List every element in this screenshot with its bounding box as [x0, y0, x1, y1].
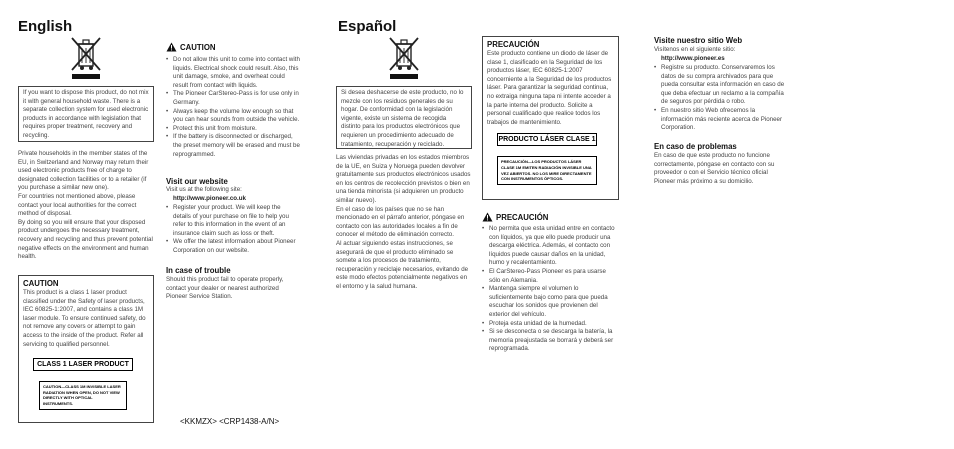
visit-intro: Visit us at the following site: [166, 186, 242, 193]
disposal-text: Las viviendas privadas en los estados miembros de la UE, en Suiza y Noruega pueden devolver gratuitamente sus productos electrónicos usados en los centros de recolección previstos o bien en una tienda minorista (si adquieren un producto similar nuevo). En el caso de los países que no se han mencionado en el párrafo anterior, póngase en contacto con las autoridades locales a fin de conocer el método de eliminación correcto. Al actuar siguiendo estas instrucciones, se asegurará de que el producto eliminado se somete a los procesos de tratamiento, recuperación y reciclaje necesarios, evitando de este modo efectos potencialmente negativos en el entorno y la salud humana. [336, 154, 471, 290]
list-item: • If the battery is disconnected or discharged, the preset memory will be erased and must be reprogrammed. [166, 133, 300, 159]
list-item: • No permita que esta unidad entre en contacto con líquidos, ya que ello puede producir una descarga eléctrica. Además, el contacto con líquidos puede causar daños en la unidad, humo y recalentamiento. [482, 225, 618, 268]
laser-warning-label: CAUTION—CLASS 1M INVISIBLE LASER RADIATION WHEN OPEN, DO NOT VIEW DIRECTLY WITH OPTICAL INSTRUMENTS. [39, 381, 127, 409]
class1-laser-label: CLASS 1 LASER PRODUCT [33, 358, 133, 371]
visit-heading: Visit our website [166, 177, 228, 186]
list-item: • Registre su producto. Conservaremos los datos de su compra archivados para que pueda consultar esta información en caso de que deba efectuar un reclamo a la compañía de seguros por pérdida o robo. [654, 64, 788, 107]
caution-box-text: This product is a class 1 laser product classified under the Safety of laser products, IEC 60825-1:2007, and contains a class 1M laser module. To ensure continued safety, do not remove any covers or attempt to gain access to the inside of the product. Refer all servicing to qualified personnel. [23, 289, 146, 348]
espanol-title: Español [338, 18, 397, 35]
caution-box [18, 275, 154, 423]
trouble-text: Should this product fail to operate properly, contact your dealer or nearest authorized Pioneer Service Station. [166, 276, 284, 301]
precaucion-title: PRECAUCIÓN [496, 213, 549, 223]
list-item: • We offer the latest information about Pioneer Corporation on our website. [166, 238, 300, 255]
list-item: • Proteja esta unidad de la humedad. [482, 320, 618, 329]
disposal-notice-text: If you want to dispose this product, do not mix it with general household waste. There is a separate collection system for used electronic products in accordance with legislation that requires proper treatment, recovery and recycling. [23, 89, 149, 139]
class1-laser-label: PRODUCTO LÁSER CLASE 1 [497, 133, 597, 146]
visit-intro: Visítenos en el siguiente sitio: [654, 46, 736, 53]
visit-url-link[interactable]: http://www.pioneer.es [661, 55, 725, 62]
list-item: • Do not allow this unit to come into contact with liquids. Electrical shock could result. Also, this unit damage, smoke, and overheat could result from contact with liquids. [166, 56, 300, 90]
precaucion-heading [482, 212, 548, 224]
list-item: • El CarStereo-Pass Pioneer es para usarse sólo en Alemania. [482, 268, 618, 285]
list-item: • Protect this unit from moisture. [166, 125, 300, 134]
warning-triangle-icon [482, 212, 493, 224]
footer-code: <KKMZX> <CRP1438-A/N> [180, 417, 280, 426]
caution-box-title: CAUTION [23, 279, 59, 288]
list-item: • The Pioneer CarStereo-Pass is for use only in Germany. [166, 90, 300, 107]
visit-list [654, 64, 788, 133]
visit-list [166, 204, 300, 256]
visit-url-link[interactable]: http://www.pioneer.co.uk [173, 195, 246, 202]
list-item: • Mantenga siempre el volumen lo suficientemente bajo como para que pueda escuchar los sonidos que provienen del exterior del vehículo. [482, 285, 618, 319]
crossed-out-bin-icon [386, 34, 422, 80]
precaucion-box [482, 36, 619, 200]
caution-list [166, 56, 300, 159]
laser-warning-label: PRECAUCIÓN—LOS PRODUCTOS LÁSER CLASE 1M EMITEN RADIACIÓN INVISIBLE UNA VEZ ABIERTOS. NO LOS MIRE DIRECTAMENTE CON INSTRUMENTOS ÓPTICOS. [497, 156, 597, 184]
list-item: • Register your product. We will keep the details of your purchase on file to help you refer to this information in the event of an insurance claim such as loss or theft. [166, 204, 300, 238]
crossed-out-bin-icon [68, 34, 104, 80]
list-item: • Si se desconecta o se descarga la batería, la memoria preajustada se borrará y deberá ser reprogramada. [482, 328, 618, 354]
disposal-notice-text: Si desea deshacerse de este producto, no lo mezcle con los residuos generales de su hogar. De conformidad con la legislación vigente, existe un sistema de recogida distinto para los productos electrónicos que requieren un procedimiento adecuado de tratamiento, recuperación y reciclado. [341, 89, 464, 148]
trouble-heading: In case of trouble [166, 266, 231, 275]
precaucion-list [482, 225, 618, 354]
english-title: English [18, 18, 73, 35]
disposal-text: Private households in the member states of the EU, in Switzerland and Norway may return their used electronic products free of charge to designated collection facilities or to a retailer (if you purchase a similar new one). For countries not mentioned above, please contact your local authorities for the correct method of disposal. By doing so you will ensure that your disposed product undergoes the necessary treatment, recovery and recycling and thus prevent potential negative effects on the environment and human health. [18, 150, 153, 261]
disposal-notice-box [18, 86, 154, 142]
visit-heading: Visite nuestro sitio Web [654, 36, 743, 45]
precaucion-box-title: PRECAUCIÓN [487, 40, 540, 49]
trouble-heading: En caso de problemas [654, 142, 737, 151]
warning-triangle-icon [166, 42, 177, 54]
list-item: • Always keep the volume low enough so that you can hear sounds from outside the vehicle. [166, 108, 300, 125]
caution-heading [166, 42, 216, 54]
trouble-text: En caso de que este producto no funcione correctamente, póngase en contacto con su proveedor o con el Servicio técnico oficial Pioneer más próximo a su domicilio. [654, 152, 775, 185]
list-item: • En nuestro sitio Web ofrecemos la información más reciente acerca de Pioneer Corporation. [654, 107, 788, 133]
precaucion-box-text: Este producto contiene un diodo de láser de clase 1, clasificado en la Seguridad de los productos láser, IEC 60825-1:2007 concerniente a la Seguridad de los productos láser. Para garantizar la seguridad continua, no extraiga ninguna tapa ni intente acceder a la parte interna del producto. Solicite a personal cualificado que realice todos los trabajos de mantenimiento. [487, 50, 612, 126]
disposal-notice-box [336, 86, 472, 149]
caution-title: CAUTION [180, 43, 216, 53]
